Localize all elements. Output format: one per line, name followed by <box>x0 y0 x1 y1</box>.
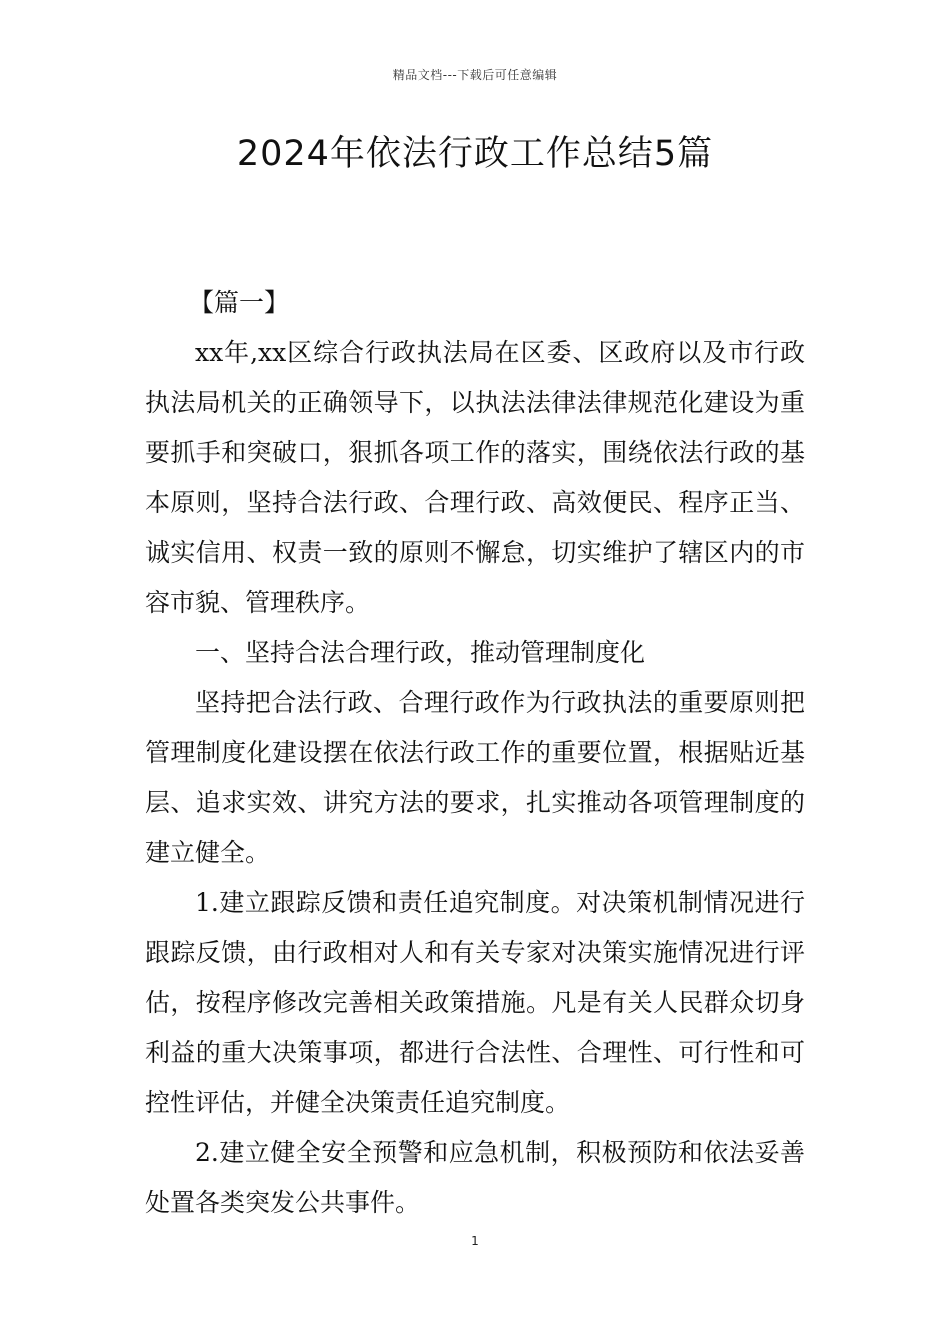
section-label: 【篇一】 <box>189 288 290 317</box>
document-body <box>145 278 805 1228</box>
header-note: 精品文档---下载后可任意编辑 <box>392 68 558 82</box>
paragraph-principle: 坚持把合法行政、合理行政作为行政执法的重要原则把管理制度化建设摆在依法行政工作的重要位置，根据贴近基层、追求实效、讲究方法的要求，扎实推动各项管理制度的建立健全。 <box>145 688 805 867</box>
paragraph-intro: xx年,xx区综合行政执法局在区委、区政府以及市行政执法局机关的正确领导下，以执法法律法律规范化建设为重要抓手和突破口，狠抓各项工作的落实，围绕依法行政的基本原则，坚持合法行政、合理行政、高效便民、程序正当、诚实信用、权责一致的原则不懈怠，切实维护了辖区内的市容市貌、管理秩序。 <box>145 338 805 617</box>
paragraph-item-2: 2.建立健全安全预警和应急机制，积极预防和依法妥善处置各类突发公共事件。 <box>145 1138 805 1217</box>
section-heading-1: 一、坚持合法合理行政，推动管理制度化 <box>195 638 646 667</box>
document-title: 2024年依法行政工作总结5篇 <box>236 134 714 174</box>
page-number: 1 <box>471 1234 479 1248</box>
paragraph-item-1: 1.建立跟踪反馈和责任追究制度。对决策机制情况进行跟踪反馈，由行政相对人和有关专家对决策实施情况进行评估，按程序修改完善相关政策措施。凡是有关人民群众切身利益的重大决策事项，都进行合法性、合理性、可行性和可控性评估，并健全决策责任追究制度。 <box>145 888 805 1117</box>
